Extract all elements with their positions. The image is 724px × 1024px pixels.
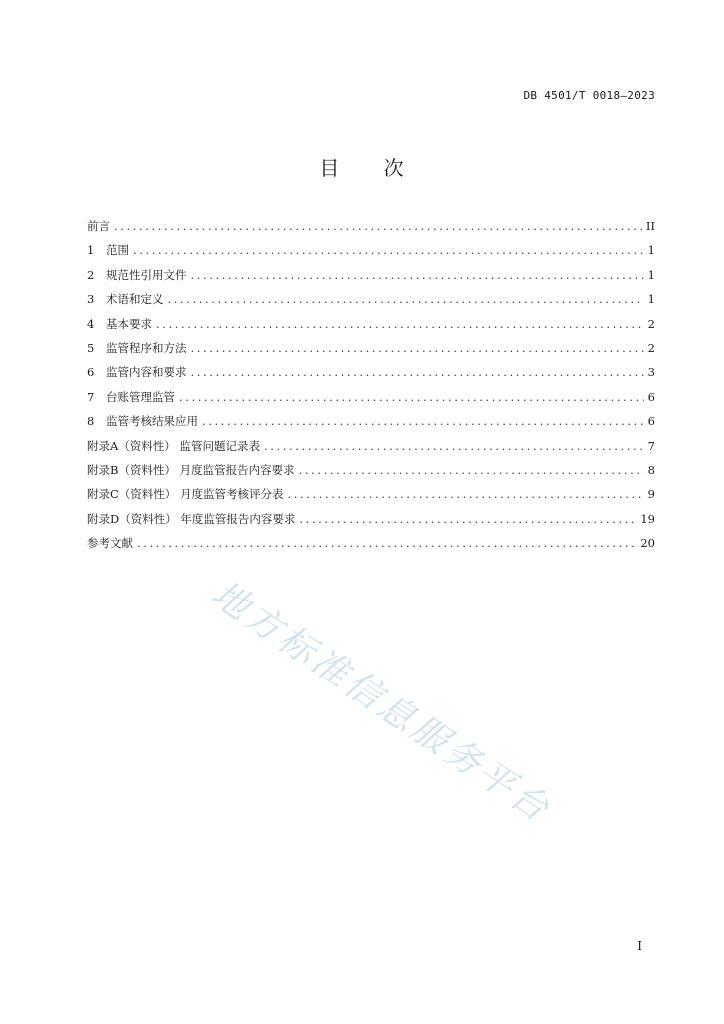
dot-leader xyxy=(156,317,644,331)
toc-entry-label: 监管程序和方法 xyxy=(106,340,187,355)
dot-leader xyxy=(191,341,644,355)
toc-entry-label: 基本要求 xyxy=(106,316,152,331)
dot-leader xyxy=(168,292,644,306)
toc-entry-number: 8 xyxy=(87,414,95,429)
toc-entry-label: 附录D（资料性） 年度监管报告内容要求 xyxy=(87,511,296,526)
dot-leader xyxy=(299,512,636,526)
toc-entry-number: 4 xyxy=(87,316,95,331)
toc-entry-page: 3 xyxy=(647,365,655,380)
toc-entry-page: 19 xyxy=(640,511,655,526)
toc-entry-page: 1 xyxy=(647,267,655,282)
dot-leader xyxy=(114,219,642,233)
dot-leader xyxy=(287,487,643,501)
dot-leader xyxy=(137,536,636,550)
dot-leader xyxy=(264,439,644,453)
toc-entry-references[interactable] xyxy=(87,535,655,559)
toc-entry-label: 附录A（资料性） 监管问题记录表 xyxy=(87,438,260,453)
toc-entry-content-requirements[interactable] xyxy=(87,364,655,388)
toc-entry-label: 术语和定义 xyxy=(106,292,164,307)
toc-entry-ledger-supervision[interactable] xyxy=(87,389,655,413)
toc-entry-page: 8 xyxy=(647,462,655,477)
dot-leader xyxy=(191,268,644,282)
toc-entry-page: 20 xyxy=(640,536,655,551)
toc-entry-page: 1 xyxy=(647,243,655,258)
toc-entry-procedures-methods[interactable] xyxy=(87,340,655,364)
toc-entry-appendix-d[interactable] xyxy=(87,511,655,535)
toc-entry-number: 7 xyxy=(87,389,95,404)
standard-code: DB 4501/T 0018—2023 xyxy=(523,89,655,102)
page-number: I xyxy=(637,939,642,953)
dot-leader xyxy=(299,463,644,477)
table-of-contents xyxy=(87,218,655,559)
toc-title: 目 次 xyxy=(319,156,405,180)
toc-entry-label: 监管考核结果应用 xyxy=(106,414,198,429)
toc-entry-number: 2 xyxy=(87,267,95,282)
toc-entry-basic-requirements[interactable] xyxy=(87,316,655,340)
toc-entry-label: 规范性引用文件 xyxy=(106,267,187,282)
toc-entry-page: 6 xyxy=(647,389,655,404)
dot-leader xyxy=(202,414,644,428)
toc-entry-label: 监管内容和要求 xyxy=(106,365,187,380)
toc-entry-page: II xyxy=(645,219,655,233)
toc-entry-page: 9 xyxy=(647,487,655,502)
toc-entry-label: 台账管理监管 xyxy=(106,389,175,404)
toc-entry-page: 6 xyxy=(647,414,655,429)
toc-entry-label: 附录B（资料性） 月度监管报告内容要求 xyxy=(87,462,295,477)
toc-entry-appendix-b[interactable] xyxy=(87,462,655,486)
toc-entry-label: 范围 xyxy=(106,243,129,258)
toc-entry-page: 2 xyxy=(647,316,655,331)
toc-entry-page: 7 xyxy=(647,438,655,453)
toc-entry-page: 1 xyxy=(647,292,655,307)
dot-leader xyxy=(191,365,644,379)
toc-entry-appendix-a[interactable] xyxy=(87,438,655,462)
dot-leader xyxy=(179,390,644,404)
toc-entry-terms-definitions[interactable] xyxy=(87,291,655,315)
toc-entry-appendix-c[interactable] xyxy=(87,486,655,510)
watermark: 地方标准信息服务平台 xyxy=(204,573,559,832)
dot-leader xyxy=(133,243,644,257)
toc-entry-label: 附录C（资料性） 月度监管考核评分表 xyxy=(87,487,284,502)
toc-entry-results-application[interactable] xyxy=(87,413,655,437)
toc-entry-number: 6 xyxy=(87,365,95,380)
toc-entry-scope[interactable] xyxy=(87,242,655,266)
toc-entry-foreword[interactable] xyxy=(87,218,655,242)
toc-entry-number: 1 xyxy=(87,243,95,258)
toc-entry-page: 2 xyxy=(647,340,655,355)
toc-entry-label: 参考文献 xyxy=(87,536,133,551)
toc-entry-normative-references[interactable] xyxy=(87,267,655,291)
toc-entry-label: 前言 xyxy=(87,219,110,233)
toc-entry-number: 3 xyxy=(87,292,95,307)
toc-entry-number: 5 xyxy=(87,340,95,355)
